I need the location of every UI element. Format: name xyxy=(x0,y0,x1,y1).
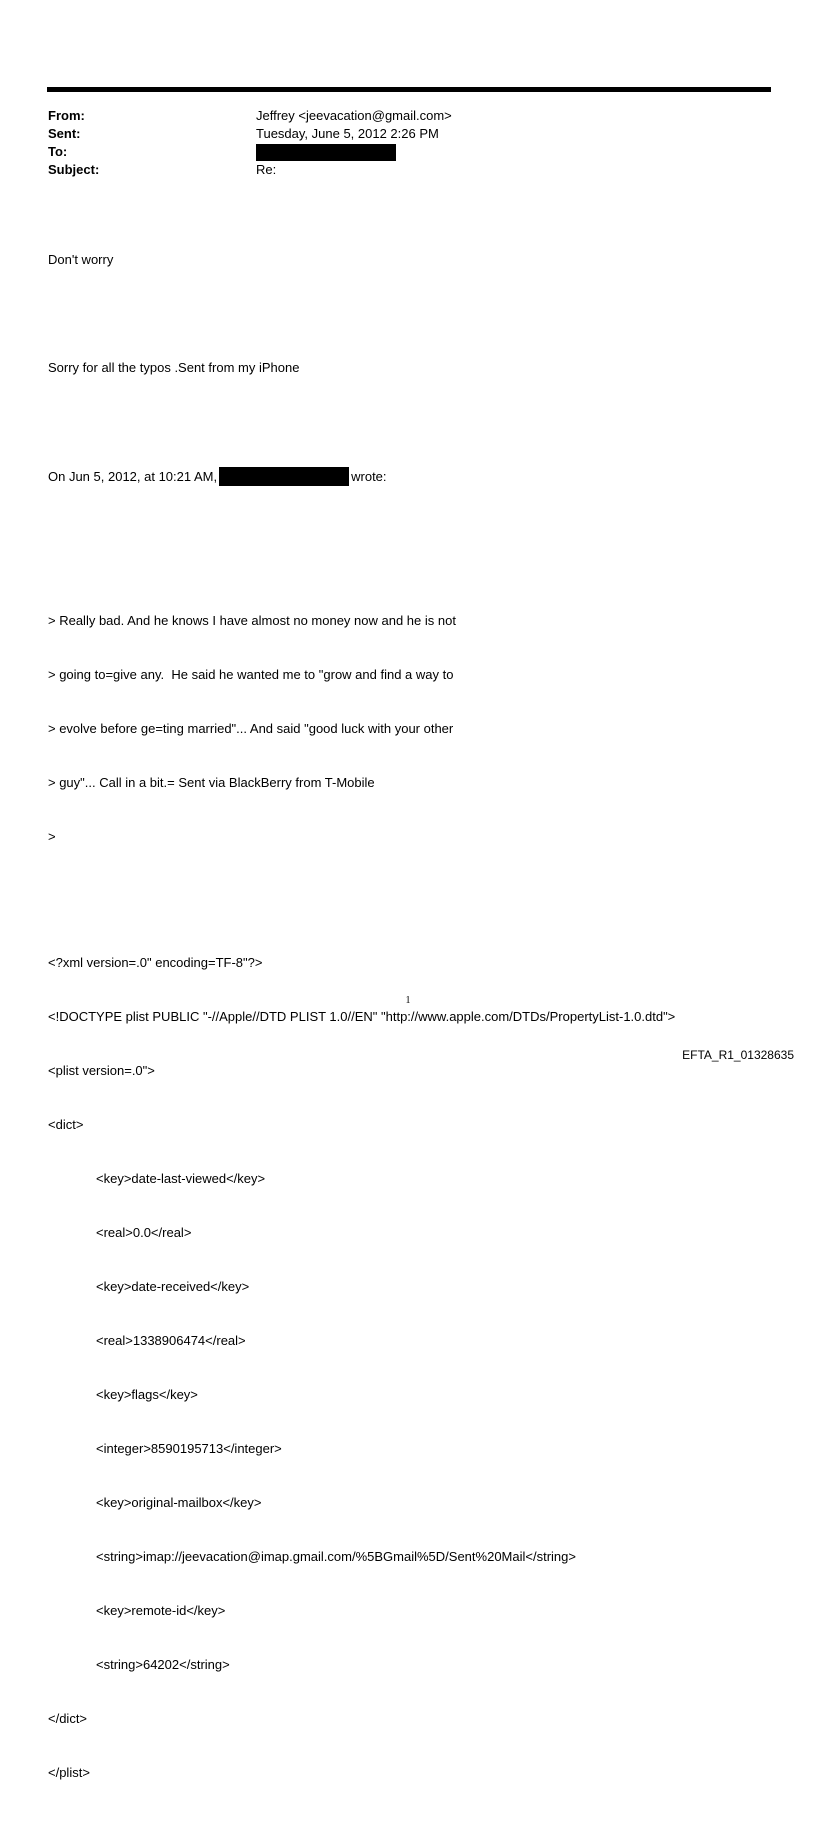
xml-line: <key>original-mailbox</key> xyxy=(96,1495,262,1510)
subject-value: Re: xyxy=(256,162,277,177)
quoted-line: > Really bad. And he knows I have almost no money now and he is not xyxy=(48,613,456,628)
xml-line: <real>1338906474</real> xyxy=(96,1333,246,1348)
xml-line: <!DOCTYPE plist PUBLIC "-//Apple//DTD PLIST 1.0//EN" "http://www.apple.com/DTDs/PropertyList-1.0.dtd"> xyxy=(48,1009,676,1024)
quoted-line: > guy"... Call in a bit.= Sent via BlackBerry from T-Mobile xyxy=(48,775,375,790)
body-line-dont-worry: Don't worry xyxy=(48,252,114,267)
quoted-line: > xyxy=(48,829,56,844)
sent-row xyxy=(48,125,452,143)
to-row xyxy=(48,143,452,161)
from-value: Jeffrey <jeevacation@gmail.com> xyxy=(256,108,452,123)
quoted-line: > evolve before ge=ting married"... And said "good luck with your other xyxy=(48,721,454,736)
sent-label: Sent: xyxy=(48,126,81,141)
subject-label: Subject: xyxy=(48,162,100,177)
attribution-line xyxy=(48,467,675,486)
xml-line: <key>date-received</key> xyxy=(96,1279,250,1294)
xml-line: <dict> xyxy=(48,1117,84,1132)
bates-number: EFTA_R1_01328635 xyxy=(682,1048,794,1062)
xml-line: </plist> xyxy=(48,1765,90,1780)
xml-line: <key>flags</key> xyxy=(96,1387,198,1402)
attribution-prefix: On Jun 5, 2012, at 10:21 AM, xyxy=(48,469,218,484)
xml-line: <key>remote-id</key> xyxy=(96,1603,226,1618)
plist-xml xyxy=(48,918,675,1818)
redaction-box-recipient xyxy=(256,144,396,161)
from-row xyxy=(48,107,452,125)
email-body xyxy=(48,215,675,1836)
xml-line: <string>imap://jeevacation@imap.gmail.com/%5BGmail%5D/Sent%20Mail</string> xyxy=(96,1549,576,1564)
from-label: From: xyxy=(48,108,85,123)
redaction-box-sender xyxy=(219,467,349,486)
xml-line: <key>date-last-viewed</key> xyxy=(96,1171,266,1186)
email-headers xyxy=(48,107,452,179)
quoted-text xyxy=(48,576,675,882)
xml-line: <real>0.0</real> xyxy=(96,1225,192,1240)
xml-line: <integer>8590195713</integer> xyxy=(96,1441,282,1456)
xml-line: </dict> xyxy=(48,1711,88,1726)
attribution-suffix: wrote: xyxy=(351,469,387,484)
xml-line: <plist version=.0"> xyxy=(48,1063,155,1078)
body-line-sorry: Sorry for all the typos .Sent from my iPhone xyxy=(48,360,300,375)
sent-value: Tuesday, June 5, 2012 2:26 PM xyxy=(256,126,439,141)
xml-line: <?xml version=.0" encoding=TF-8"?> xyxy=(48,955,263,970)
xml-line: <string>64202</string> xyxy=(96,1657,230,1672)
page-number: 1 xyxy=(405,995,411,1006)
header-rule xyxy=(47,87,771,92)
to-label: To: xyxy=(48,144,68,159)
quoted-line: > going to=give any. He said he wanted me to "grow and find a way to xyxy=(48,667,454,682)
subject-row xyxy=(48,161,452,179)
